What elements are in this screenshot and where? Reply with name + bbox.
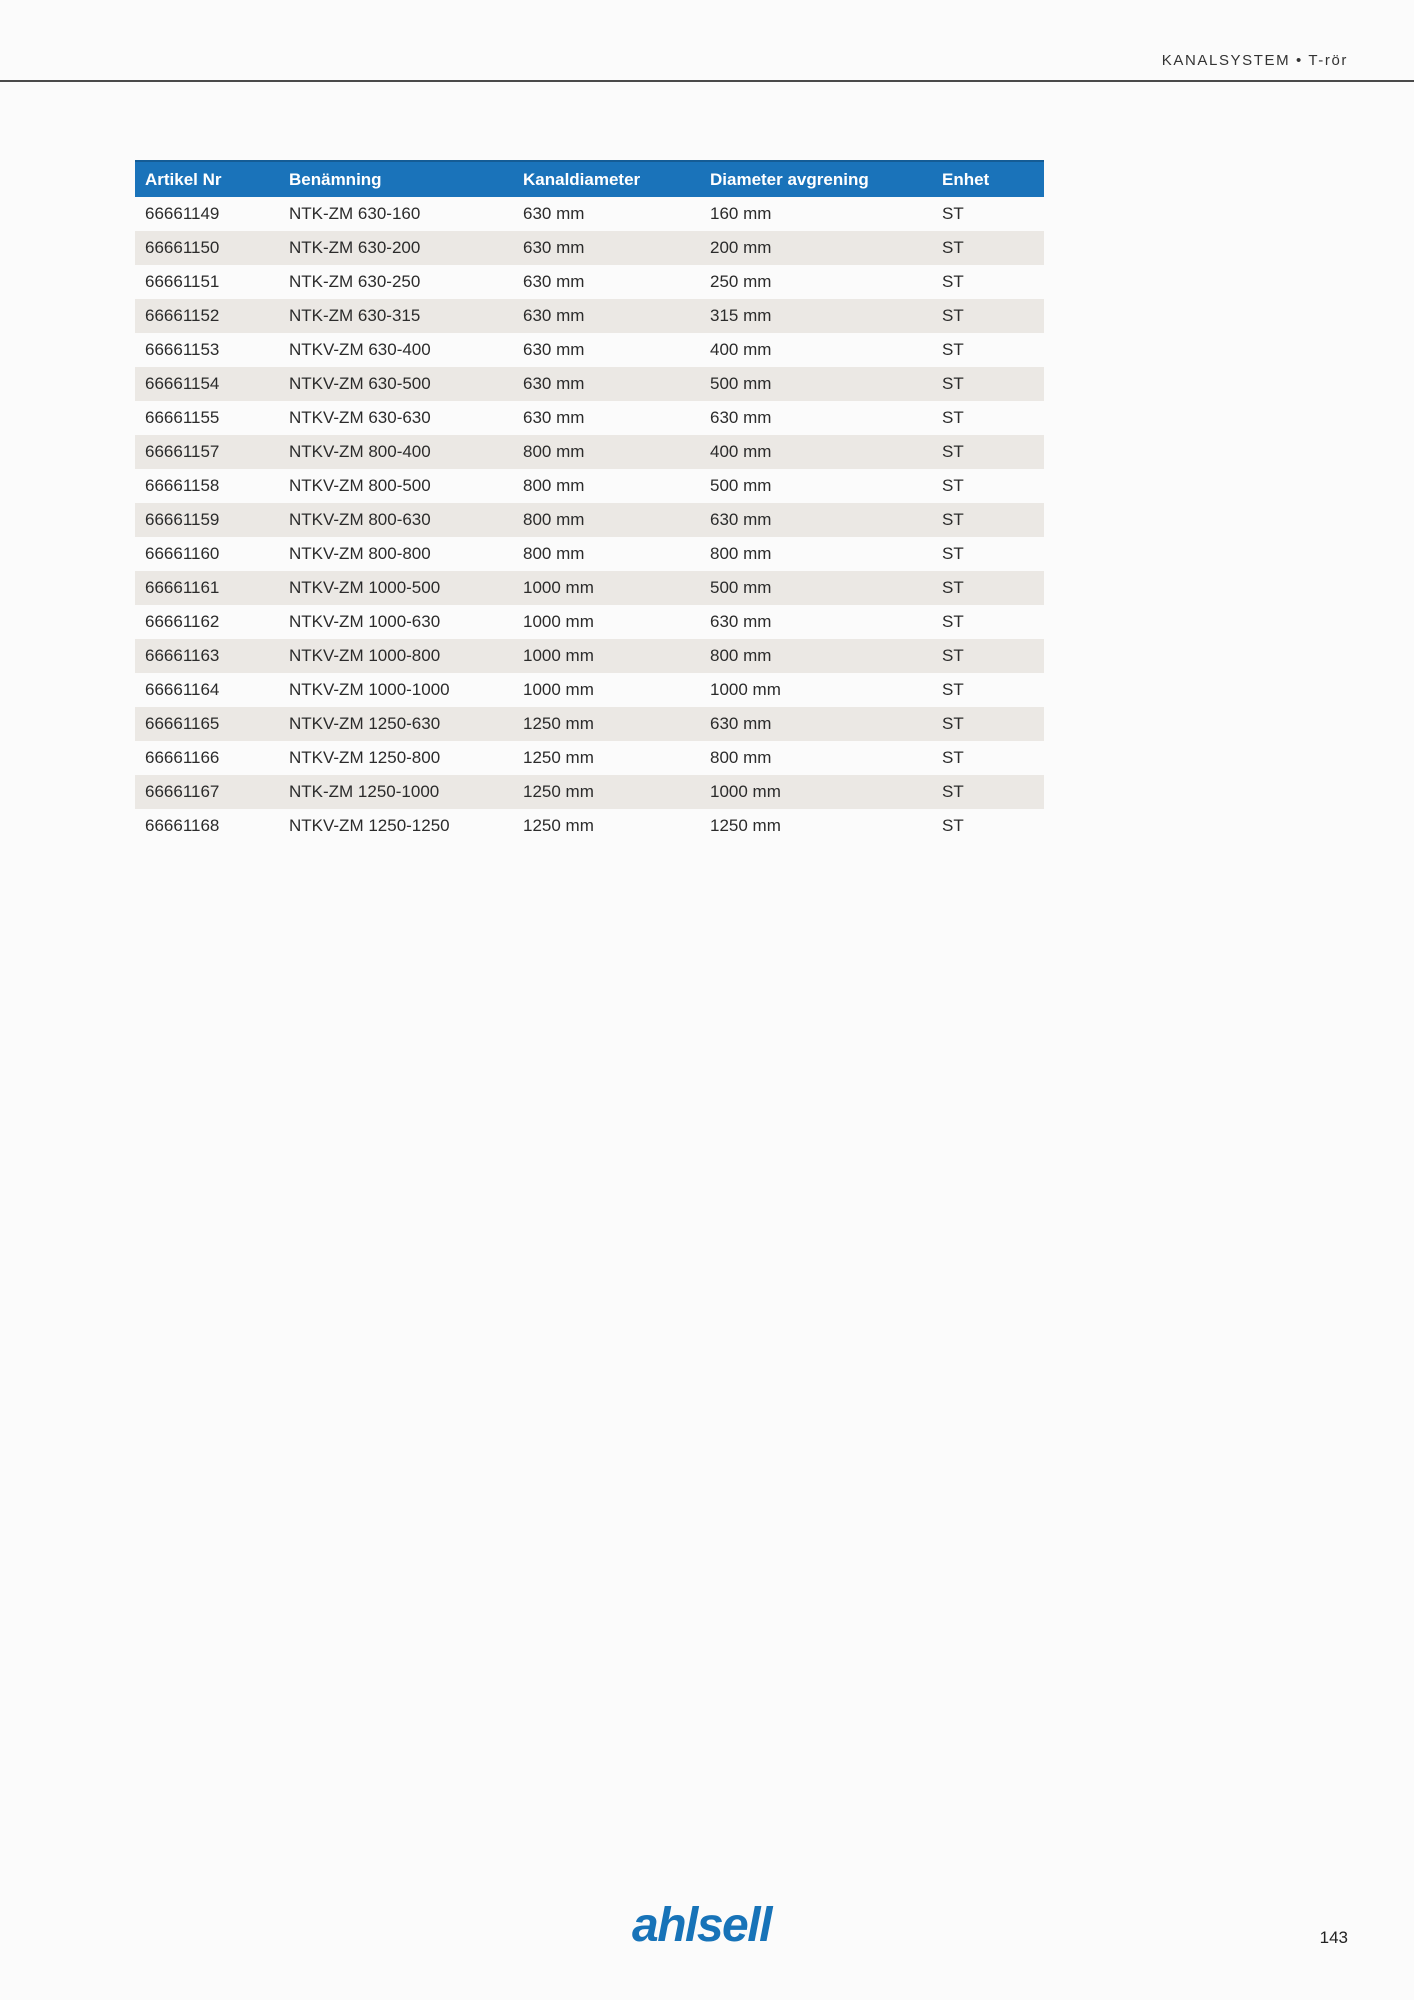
cell-kanaldiameter: 630 mm <box>513 333 700 367</box>
cell-enhet: ST <box>932 265 1044 299</box>
cell-benamning: NTKV-ZM 1000-1000 <box>279 673 513 707</box>
table-row <box>135 775 1044 809</box>
cell-enhet: ST <box>932 333 1044 367</box>
cell-artikel-nr: 66661157 <box>135 435 279 469</box>
table-row <box>135 265 1044 299</box>
cell-benamning: NTKV-ZM 1250-630 <box>279 707 513 741</box>
cell-kanaldiameter: 800 mm <box>513 435 700 469</box>
cell-benamning: NTKV-ZM 1250-1250 <box>279 809 513 843</box>
cell-kanaldiameter: 800 mm <box>513 537 700 571</box>
cell-artikel-nr: 66661158 <box>135 469 279 503</box>
cell-artikel-nr: 66661149 <box>135 197 279 231</box>
cell-diameter-avgrening: 630 mm <box>700 605 932 639</box>
cell-artikel-nr: 66661162 <box>135 605 279 639</box>
cell-artikel-nr: 66661159 <box>135 503 279 537</box>
cell-kanaldiameter: 1000 mm <box>513 673 700 707</box>
cell-kanaldiameter: 1250 mm <box>513 707 700 741</box>
table-row <box>135 707 1044 741</box>
cell-diameter-avgrening: 500 mm <box>700 469 932 503</box>
cell-diameter-avgrening: 800 mm <box>700 537 932 571</box>
cell-benamning: NTKV-ZM 1000-630 <box>279 605 513 639</box>
cell-benamning: NTKV-ZM 1250-800 <box>279 741 513 775</box>
table-row <box>135 401 1044 435</box>
table-body <box>135 197 1044 843</box>
cell-benamning: NTKV-ZM 800-400 <box>279 435 513 469</box>
cell-kanaldiameter: 1000 mm <box>513 639 700 673</box>
cell-enhet: ST <box>932 401 1044 435</box>
cell-artikel-nr: 66661153 <box>135 333 279 367</box>
table-row <box>135 469 1044 503</box>
cell-benamning: NTKV-ZM 1000-800 <box>279 639 513 673</box>
cell-diameter-avgrening: 800 mm <box>700 639 932 673</box>
cell-diameter-avgrening: 1000 mm <box>700 673 932 707</box>
cell-artikel-nr: 66661151 <box>135 265 279 299</box>
cell-enhet: ST <box>932 367 1044 401</box>
cell-enhet: ST <box>932 231 1044 265</box>
cell-diameter-avgrening: 1250 mm <box>700 809 932 843</box>
cell-diameter-avgrening: 630 mm <box>700 503 932 537</box>
cell-kanaldiameter: 630 mm <box>513 197 700 231</box>
cell-artikel-nr: 66661161 <box>135 571 279 605</box>
cell-benamning: NTKV-ZM 800-800 <box>279 537 513 571</box>
cell-artikel-nr: 66661163 <box>135 639 279 673</box>
table-row <box>135 231 1044 265</box>
table-row <box>135 741 1044 775</box>
cell-benamning: NTKV-ZM 800-500 <box>279 469 513 503</box>
cell-enhet: ST <box>932 435 1044 469</box>
cell-artikel-nr: 66661155 <box>135 401 279 435</box>
table-row <box>135 809 1044 843</box>
cell-kanaldiameter: 800 mm <box>513 469 700 503</box>
header-divider <box>0 80 1414 82</box>
cell-benamning: NTKV-ZM 1000-500 <box>279 571 513 605</box>
cell-diameter-avgrening: 160 mm <box>700 197 932 231</box>
cell-benamning: NTK-ZM 630-250 <box>279 265 513 299</box>
section-header: KANALSYSTEM • T-rör <box>1161 52 1348 69</box>
column-header-enhet: Enhet <box>932 161 1044 197</box>
table-header-row <box>135 161 1044 197</box>
cell-enhet: ST <box>932 809 1044 843</box>
table-row <box>135 435 1044 469</box>
cell-benamning: NTKV-ZM 630-400 <box>279 333 513 367</box>
cell-benamning: NTK-ZM 630-315 <box>279 299 513 333</box>
table-row <box>135 605 1044 639</box>
cell-diameter-avgrening: 200 mm <box>700 231 932 265</box>
cell-diameter-avgrening: 250 mm <box>700 265 932 299</box>
cell-enhet: ST <box>932 775 1044 809</box>
product-table <box>135 160 1044 843</box>
cell-enhet: ST <box>932 707 1044 741</box>
cell-diameter-avgrening: 630 mm <box>700 401 932 435</box>
cell-diameter-avgrening: 400 mm <box>700 435 932 469</box>
table-row <box>135 503 1044 537</box>
cell-kanaldiameter: 1250 mm <box>513 775 700 809</box>
table-row <box>135 639 1044 673</box>
cell-enhet: ST <box>932 299 1044 333</box>
cell-kanaldiameter: 630 mm <box>513 299 700 333</box>
table-row <box>135 299 1044 333</box>
cell-diameter-avgrening: 500 mm <box>700 571 932 605</box>
cell-kanaldiameter: 1000 mm <box>513 571 700 605</box>
cell-diameter-avgrening: 315 mm <box>700 299 932 333</box>
column-header-benamning: Benämning <box>279 161 513 197</box>
cell-diameter-avgrening: 1000 mm <box>700 775 932 809</box>
cell-enhet: ST <box>932 503 1044 537</box>
cell-artikel-nr: 66661167 <box>135 775 279 809</box>
cell-kanaldiameter: 1250 mm <box>513 809 700 843</box>
column-header-artikel-nr: Artikel Nr <box>135 161 279 197</box>
cell-artikel-nr: 66661154 <box>135 367 279 401</box>
cell-kanaldiameter: 630 mm <box>513 367 700 401</box>
cell-enhet: ST <box>932 571 1044 605</box>
table-row <box>135 367 1044 401</box>
table-row <box>135 673 1044 707</box>
cell-kanaldiameter: 1000 mm <box>513 605 700 639</box>
cell-diameter-avgrening: 800 mm <box>700 741 932 775</box>
ahlsell-logo: ahlsell <box>632 1899 771 1952</box>
cell-enhet: ST <box>932 673 1044 707</box>
column-header-kanaldiameter: Kanaldiameter <box>513 161 700 197</box>
cell-artikel-nr: 66661168 <box>135 809 279 843</box>
cell-benamning: NTKV-ZM 800-630 <box>279 503 513 537</box>
cell-artikel-nr: 66661165 <box>135 707 279 741</box>
cell-kanaldiameter: 800 mm <box>513 503 700 537</box>
table-row <box>135 537 1044 571</box>
cell-enhet: ST <box>932 469 1044 503</box>
cell-benamning: NTKV-ZM 630-500 <box>279 367 513 401</box>
cell-benamning: NTK-ZM 1250-1000 <box>279 775 513 809</box>
cell-enhet: ST <box>932 605 1044 639</box>
cell-kanaldiameter: 630 mm <box>513 265 700 299</box>
cell-enhet: ST <box>932 197 1044 231</box>
cell-benamning: NTKV-ZM 630-630 <box>279 401 513 435</box>
cell-kanaldiameter: 630 mm <box>513 401 700 435</box>
page-number: 143 <box>1319 1928 1348 1947</box>
cell-diameter-avgrening: 630 mm <box>700 707 932 741</box>
cell-artikel-nr: 66661152 <box>135 299 279 333</box>
cell-artikel-nr: 66661164 <box>135 673 279 707</box>
cell-artikel-nr: 66661160 <box>135 537 279 571</box>
table-row <box>135 197 1044 231</box>
cell-artikel-nr: 66661166 <box>135 741 279 775</box>
cell-enhet: ST <box>932 741 1044 775</box>
cell-benamning: NTK-ZM 630-200 <box>279 231 513 265</box>
cell-benamning: NTK-ZM 630-160 <box>279 197 513 231</box>
cell-artikel-nr: 66661150 <box>135 231 279 265</box>
cell-enhet: ST <box>932 537 1044 571</box>
cell-kanaldiameter: 630 mm <box>513 231 700 265</box>
cell-enhet: ST <box>932 639 1044 673</box>
table-row <box>135 333 1044 367</box>
column-header-diameter-avgrening: Diameter avgrening <box>700 161 932 197</box>
cell-diameter-avgrening: 500 mm <box>700 367 932 401</box>
table-row <box>135 571 1044 605</box>
cell-diameter-avgrening: 400 mm <box>700 333 932 367</box>
cell-kanaldiameter: 1250 mm <box>513 741 700 775</box>
